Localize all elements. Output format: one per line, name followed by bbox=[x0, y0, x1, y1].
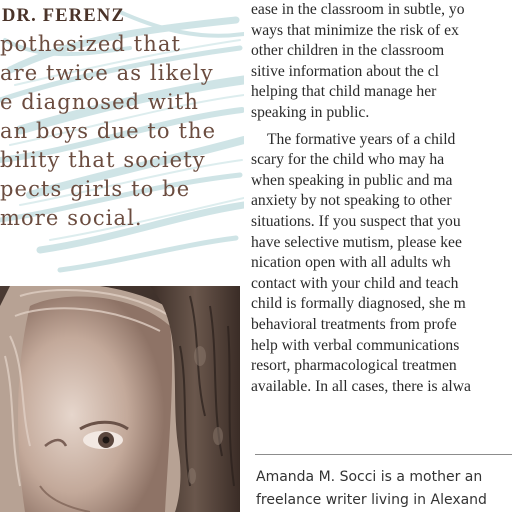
pull-quote-line: pothesized that bbox=[0, 32, 182, 56]
girl-behind-tree-image bbox=[0, 286, 240, 512]
bio-line: freelance writer living in Alexand bbox=[256, 492, 487, 508]
article-line: available. In all cases, there is alwa bbox=[251, 377, 471, 395]
article-line: nication open with all adults wh bbox=[251, 254, 451, 272]
pull-quote-line: bility that society bbox=[0, 148, 206, 172]
article-paragraph bbox=[251, 130, 512, 398]
article-line: sitive information about the cl bbox=[251, 62, 439, 80]
pull-quote-line: an boys due to the bbox=[0, 119, 217, 143]
article-line: help with verbal communications bbox=[251, 336, 460, 354]
article-photo bbox=[0, 286, 240, 512]
pull-quote-line: e diagnosed with bbox=[0, 90, 199, 114]
article-line: behavioral treatments from profe bbox=[251, 315, 457, 333]
article-paragraph bbox=[251, 0, 512, 124]
article-line: other children in the classroom bbox=[251, 42, 445, 60]
article-line: speaking in public. bbox=[251, 103, 370, 121]
article-line: when speaking in public and ma bbox=[251, 171, 453, 189]
article-line: The formative years of a child bbox=[267, 130, 456, 148]
article-line: ease in the classroom in subtle, yo bbox=[251, 1, 465, 18]
bio-divider bbox=[255, 454, 512, 455]
pull-quote-line: more social. bbox=[0, 206, 143, 230]
author-bio bbox=[256, 466, 512, 512]
article-line: child is formally diagnosed, she m bbox=[251, 295, 466, 313]
pull-quote-text bbox=[0, 30, 244, 233]
article-body bbox=[251, 0, 512, 397]
article-line: situations. If you suspect that you bbox=[251, 212, 461, 230]
article-line: ways that minimize the risk of ex bbox=[251, 21, 459, 39]
article-line: helping that child manage her bbox=[251, 83, 437, 101]
bio-line: Amanda M. Socci is a mother an bbox=[256, 469, 483, 485]
pull-quote bbox=[0, 0, 244, 282]
pull-quote-line: are twice as likely bbox=[0, 61, 214, 85]
article-line: anxiety by not speaking to other bbox=[251, 192, 452, 210]
article-line: contact with your child and teach bbox=[251, 274, 459, 292]
article-line: scary for the child who may ha bbox=[251, 151, 445, 169]
article-line: resort, pharmacological treatmen bbox=[251, 357, 457, 375]
pull-quote-author: DR. FERENZ bbox=[2, 6, 126, 26]
pull-quote-line: pects girls to be bbox=[0, 177, 191, 201]
article-line: have selective mutism, please kee bbox=[251, 233, 462, 251]
